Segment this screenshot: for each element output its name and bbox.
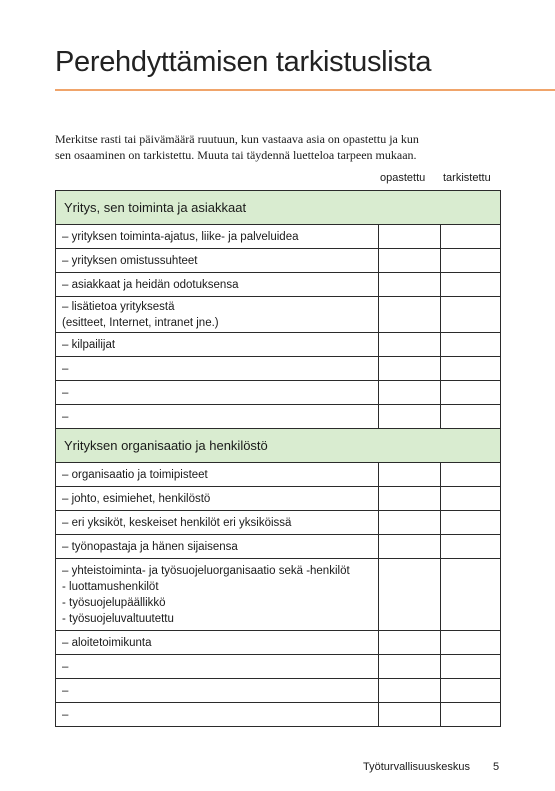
tarkistettu-checkbox[interactable] (441, 559, 501, 631)
page-title: Perehdyttämisen tarkistuslista (55, 46, 432, 78)
opastettu-checkbox[interactable] (379, 511, 441, 535)
opastettu-checkbox[interactable] (379, 333, 441, 357)
tarkistettu-checkbox[interactable] (441, 357, 501, 381)
opastettu-checkbox[interactable] (379, 249, 441, 273)
section-header-row (56, 191, 501, 225)
item-label: – organisaatio ja toimipisteet (56, 463, 379, 487)
checklist-row (56, 225, 501, 249)
opastettu-checkbox[interactable] (379, 273, 441, 297)
page-number: 5 (493, 761, 500, 773)
title-underline (55, 89, 555, 91)
tarkistettu-checkbox[interactable] (441, 655, 501, 679)
item-label: – eri yksiköt, keskeiset henkilöt eri yksiköissä (56, 511, 379, 535)
tarkistettu-checkbox[interactable] (441, 511, 501, 535)
checklist-row (56, 703, 501, 727)
opastettu-checkbox[interactable] (379, 535, 441, 559)
tarkistettu-checkbox[interactable] (441, 381, 501, 405)
opastettu-checkbox[interactable] (379, 381, 441, 405)
tarkistettu-checkbox[interactable] (441, 297, 501, 333)
checklist-table (55, 190, 501, 727)
tarkistettu-checkbox[interactable] (441, 703, 501, 727)
opastettu-checkbox[interactable] (379, 297, 441, 333)
intro-text: Merkitse rasti tai päivämäärä ruutuun, kun vastaava asia on opastettu ja kun sen osaaminen on tarkistettu. Muuta tai täydennä luetteloa tarpeen mukaan. (55, 132, 419, 162)
tarkistettu-checkbox[interactable] (441, 249, 501, 273)
checklist-row (56, 631, 501, 655)
item-label: – aloitetoimikunta (56, 631, 379, 655)
opastettu-checkbox[interactable] (379, 703, 441, 727)
checklist-row (56, 333, 501, 357)
checklist-row (56, 273, 501, 297)
checklist-row (56, 297, 501, 333)
checklist-row (56, 655, 501, 679)
item-label: – (56, 405, 379, 429)
footer-publisher: Työturvallisuuskeskus (363, 761, 470, 773)
opastettu-checkbox[interactable] (379, 463, 441, 487)
opastettu-checkbox[interactable] (379, 487, 441, 511)
checklist-row (56, 535, 501, 559)
tarkistettu-checkbox[interactable] (441, 535, 501, 559)
opastettu-checkbox[interactable] (379, 405, 441, 429)
opastettu-checkbox[interactable] (379, 357, 441, 381)
column-header-tarkistettu: tarkistettu (443, 172, 491, 184)
opastettu-checkbox[interactable] (379, 559, 441, 631)
checklist-row (56, 463, 501, 487)
item-label: – (56, 357, 379, 381)
item-label: – yrityksen toiminta-ajatus, liike- ja palveluidea (56, 225, 379, 249)
opastettu-checkbox[interactable] (379, 679, 441, 703)
checklist-row (56, 679, 501, 703)
section-heading: Yritys, sen toiminta ja asiakkaat (56, 191, 501, 225)
checklist-row (56, 405, 501, 429)
checklist-row (56, 357, 501, 381)
tarkistettu-checkbox[interactable] (441, 225, 501, 249)
opastettu-checkbox[interactable] (379, 225, 441, 249)
tarkistettu-checkbox[interactable] (441, 333, 501, 357)
checklist-row (56, 511, 501, 535)
tarkistettu-checkbox[interactable] (441, 487, 501, 511)
item-label: – yhteistoiminta- ja työsuojeluorganisaatio sekä -henkilöt - luottamushenkilöt - työsuojelupäällikkö - työsuojeluvaltuutettu (56, 559, 379, 631)
item-label: – johto, esimiehet, henkilöstö (56, 487, 379, 511)
checklist-row (56, 487, 501, 511)
checklist-row (56, 381, 501, 405)
tarkistettu-checkbox[interactable] (441, 273, 501, 297)
section-header-row (56, 429, 501, 463)
item-label: – lisätietoa yrityksestä (esitteet, Internet, intranet jne.) (56, 297, 379, 333)
item-label: – (56, 703, 379, 727)
item-label: – asiakkaat ja heidän odotuksensa (56, 273, 379, 297)
section-heading: Yrityksen organisaatio ja henkilöstö (56, 429, 501, 463)
tarkistettu-checkbox[interactable] (441, 631, 501, 655)
item-label: – (56, 679, 379, 703)
item-label: – työnopastaja ja hänen sijaisensa (56, 535, 379, 559)
item-label: – (56, 381, 379, 405)
column-header-opastettu: opastettu (380, 172, 426, 184)
item-label: – yrityksen omistussuhteet (56, 249, 379, 273)
tarkistettu-checkbox[interactable] (441, 679, 501, 703)
tarkistettu-checkbox[interactable] (441, 463, 501, 487)
item-label: – kilpailijat (56, 333, 379, 357)
checklist-row (56, 559, 501, 631)
checklist-row (56, 249, 501, 273)
tarkistettu-checkbox[interactable] (441, 405, 501, 429)
opastettu-checkbox[interactable] (379, 631, 441, 655)
opastettu-checkbox[interactable] (379, 655, 441, 679)
item-label: – (56, 655, 379, 679)
